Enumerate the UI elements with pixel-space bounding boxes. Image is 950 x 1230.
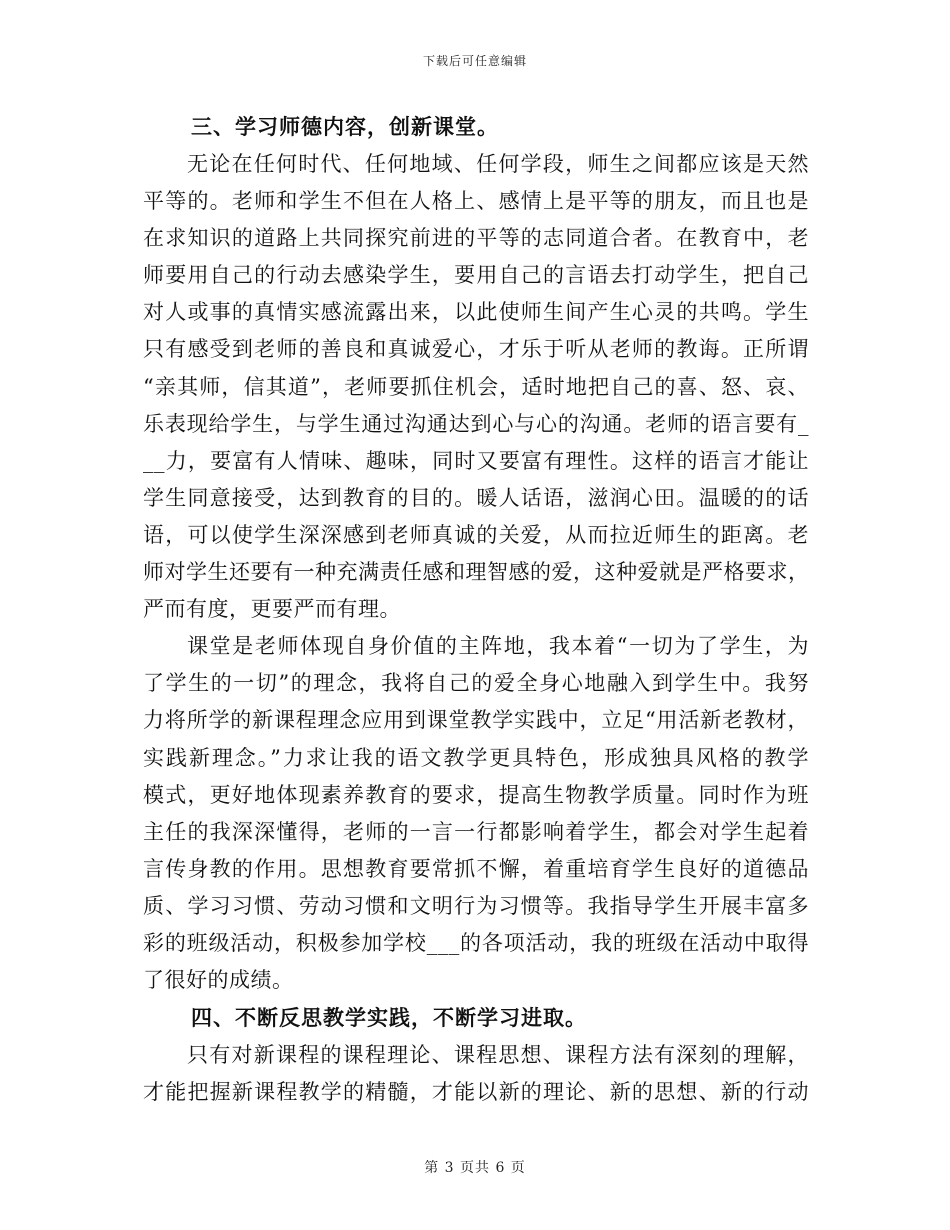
paragraph-line: “亲其师，信其道”，老师要抓住机会，适时地把自己的喜、怒、哀、 [143, 374, 809, 399]
paragraph-line: 言传身教的作用。思想教育要常抓不懈，着重培育学生良好的道德品 [143, 856, 809, 881]
paragraph-line: 师要用自己的行动去感染学生，要用自己的言语去打动学生，把自己 [143, 263, 809, 288]
paragraph-line: __力，要富有人情味、趣味，同时又要富有理性。这样的语言才能让 [143, 448, 809, 473]
paragraph-line: 乐表现给学生，与学生通过沟通达到心与心的沟通。老师的语言要有_ [143, 411, 809, 436]
paragraph-line: 语，可以使学生深深感到老师真诚的关爱，从而拉近师生的距离。老 [143, 522, 809, 547]
paragraph-line: 模式，更好地体现素养教育的要求，提高生物教学质量。同时作为班 [143, 782, 809, 807]
paragraph-line: 彩的班级活动，积极参加学校___的各项活动，我的班级在活动中取得 [143, 930, 809, 955]
paragraph-2 [143, 628, 809, 999]
paragraph-line: 实践新理念。”力求让我的语文教学更具特色，形成独具风格的教学 [143, 745, 809, 770]
paragraph-line: 在求知识的道路上共同探究前进的平等的志同道合者。在教育中，老 [143, 226, 809, 251]
paragraph-line: 力将所学的新课程理念应用到课堂教学实践中，立足“用活新老教材， [143, 708, 809, 733]
paragraph-line: 课堂是老师体现自身价值的主阵地，我本着“一切为了学生，为 [187, 634, 809, 659]
paragraph-line: 才能把握新课程教学的精髓，才能以新的理论、新的思想、新的行动 [143, 1080, 809, 1105]
paragraph-line: 师对学生还要有一种充满责任感和理智感的爱，这种爱就是严格要求， [143, 560, 810, 585]
paragraph-3 [143, 1037, 809, 1111]
paragraph-line: 主任的我深深懂得，老师的一言一行都影响着学生，都会对学生起着 [143, 819, 809, 844]
paragraph-line: 了很好的成绩。 [143, 968, 294, 993]
document-body [143, 108, 809, 1111]
paragraph-line: 学生同意接受，达到教育的目的。暖人话语，滋润心田。温暖的的话 [143, 485, 809, 510]
paragraph-line: 平等的。老师和学生不但在人格上、感情上是平等的朋友，而且也是 [143, 189, 809, 214]
paragraph-line: 无论在任何时代、任何地域、任何学段，师生之间都应该是天然 [187, 152, 809, 176]
page-header: 下载后可任意编辑 [422, 54, 527, 68]
paragraph-1 [143, 146, 809, 628]
paragraph-line: 只有感受到老师的善良和真诚爱心，才乐于听从老师的教诲。正所谓 [143, 337, 809, 362]
paragraph-line: 只有对新课程的课程理论、课程思想、课程方法有深刻的理解， [187, 1043, 809, 1068]
section-heading-3: 三、学习师德内容，创新课堂。 [191, 114, 499, 139]
paragraph-line: 严而有度，更要严而有理。 [143, 597, 401, 622]
paragraph-line: 质、学习习惯、劳动习惯和文明行为习惯等。我指导学生开展丰富多 [143, 893, 809, 918]
page-footer: 第 3 页共 6 页 [424, 1160, 526, 1176]
section-heading-4: 四、不断反思教学实践，不断学习进取。 [191, 1005, 587, 1031]
paragraph-line: 了学生的一切”的理念，我将自己的爱全身心地融入到学生中。我努 [143, 671, 809, 696]
paragraph-line: 对人或事的真情实感流露出来，以此使师生间产生心灵的共鸣。学生 [143, 300, 809, 325]
